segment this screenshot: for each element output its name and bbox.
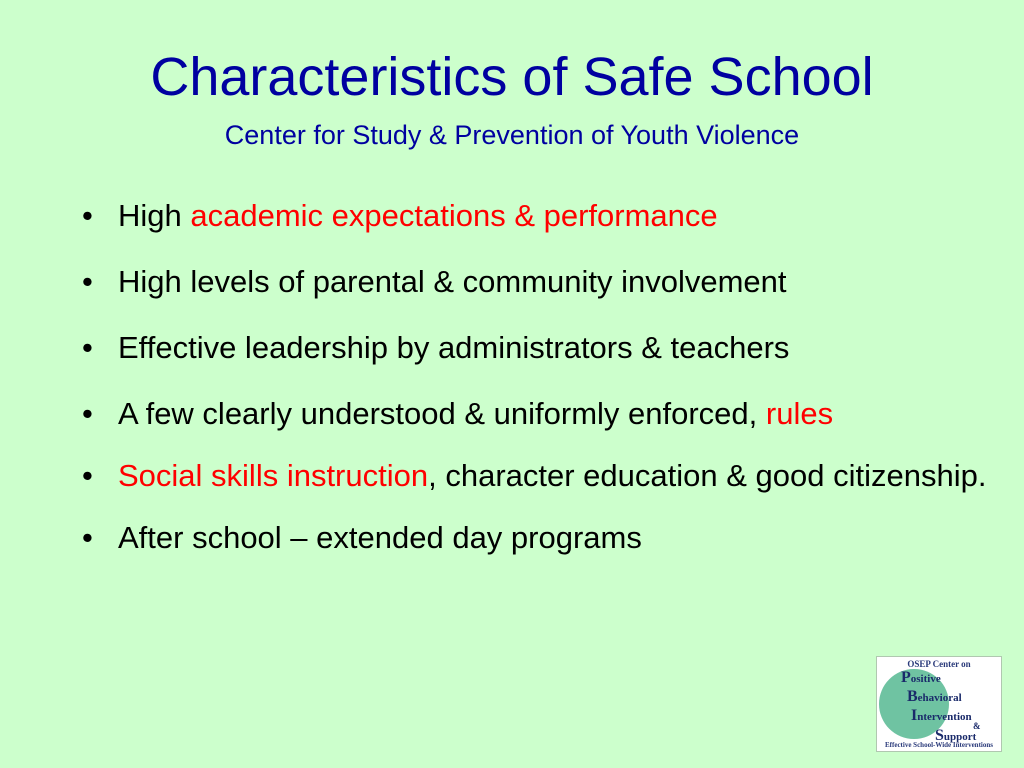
bullet-text: After school – extended day programs [118,520,642,555]
bullet-highlight: rules [765,396,834,431]
logo-bottom-text: Effective School-Wide Interventions [885,741,993,749]
bullet-item [78,394,998,434]
bullet-item [78,196,998,236]
logo-line: Behavioral [907,688,962,705]
bullet-dot: • [82,396,93,431]
bullet-highlight: academic expectations & performance [190,198,718,233]
logo-top-text: OSEP Center on [907,659,971,669]
bullet-list [78,196,998,584]
logo-line: Positive [901,669,941,686]
bullet-item [78,328,998,368]
slide-title: Characteristics of Safe School [150,47,874,107]
logo-line-support: Support [935,727,977,744]
logo-letters [901,669,997,726]
bullet-item [78,518,998,558]
logo-line: Intervention [911,707,972,724]
pbis-logo [876,656,1002,752]
bullet-dot: • [82,264,93,299]
bullet-item [78,262,998,302]
bullet-highlight: Social skills instruction [118,458,429,493]
bullet-text: Effective leadership by administrators & teachers [118,330,790,365]
bullet-text: High levels of parental & community involvement [118,264,787,299]
bullet-item [78,456,998,496]
bullet-dot: • [82,330,93,365]
bullet-text: High [118,198,191,233]
bullet-text: A few clearly understood & uniformly enforced, [118,396,766,431]
bullet-dot: • [82,458,93,493]
logo-ampersand: & [973,721,981,731]
slide-subtitle: Center for Study & Prevention of Youth Violence [224,120,800,150]
bullet-dot: • [82,198,93,233]
bullet-text-after: , character education & good citizenship. [428,458,987,493]
bullet-dot: • [82,520,93,555]
